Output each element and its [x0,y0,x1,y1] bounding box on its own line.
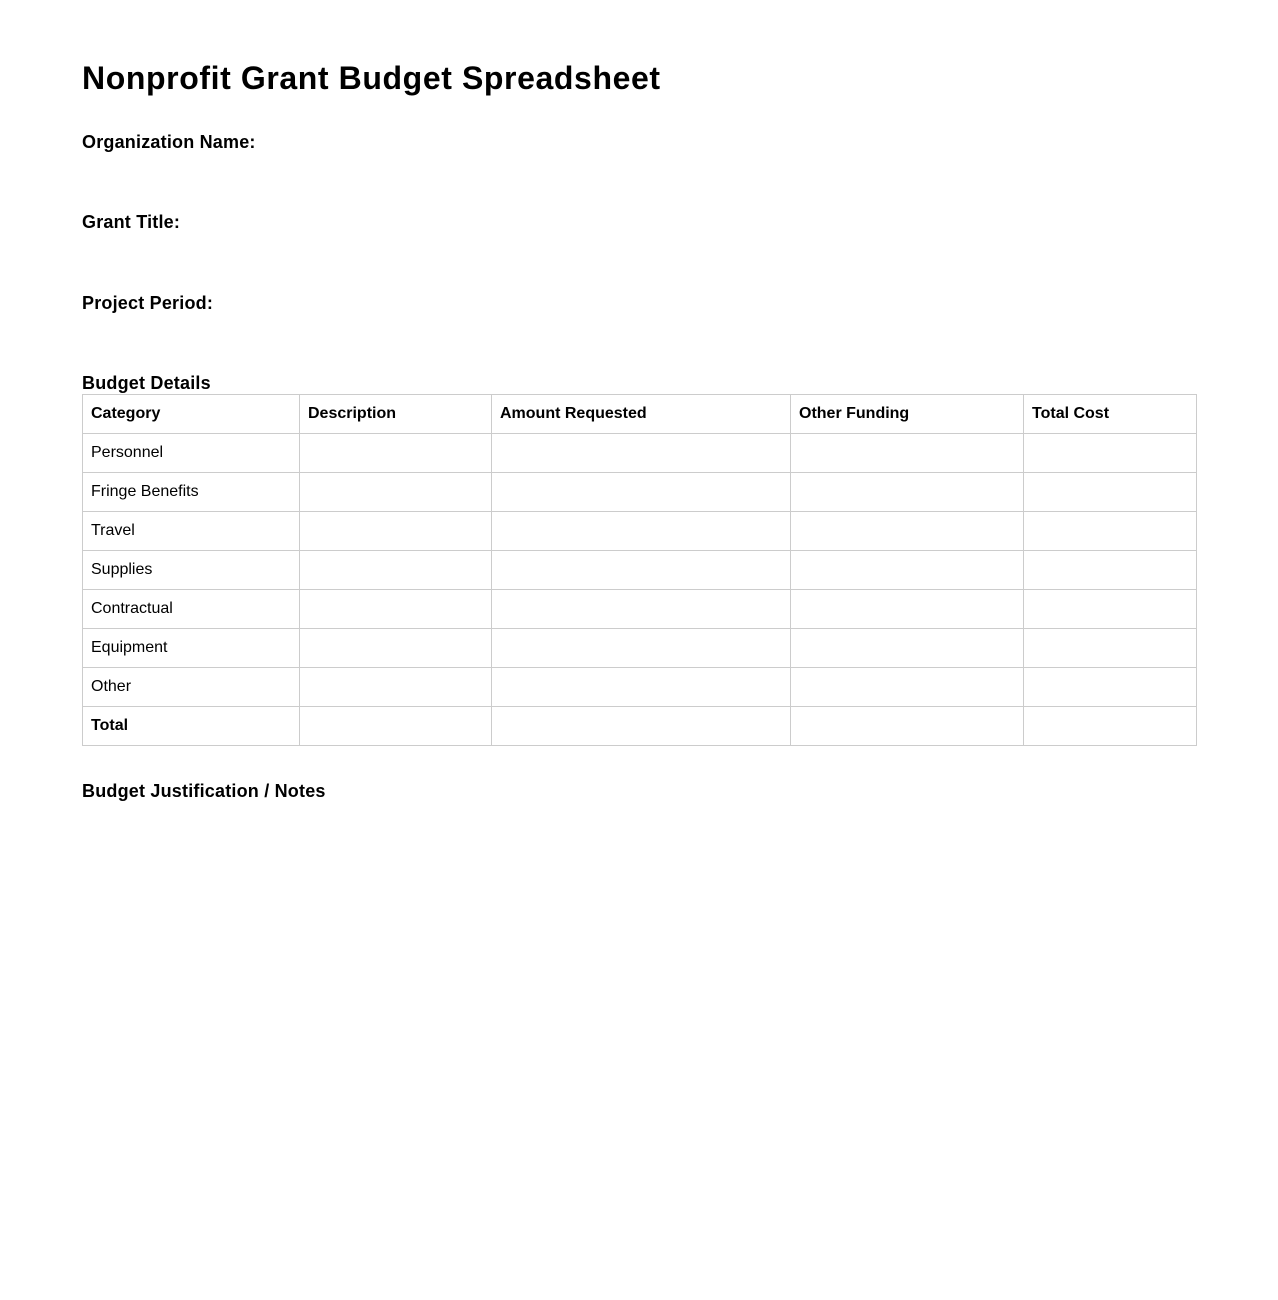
description-cell[interactable] [300,629,492,668]
column-header-category: Category [83,395,300,434]
description-cell[interactable] [300,434,492,473]
total-cost-cell[interactable] [1024,434,1197,473]
total-cost-cell[interactable] [1024,473,1197,512]
description-cell[interactable] [300,512,492,551]
amount-requested-cell[interactable] [492,512,791,551]
total-description-cell[interactable] [300,707,492,746]
description-cell[interactable] [300,590,492,629]
other-funding-cell[interactable] [791,434,1024,473]
table-row [83,551,1197,590]
budget-justification-heading: Budget Justification / Notes [82,781,326,801]
category-cell: Travel [83,512,300,551]
total-other-funding-cell[interactable] [791,707,1024,746]
category-cell: Contractual [83,590,300,629]
column-header-amount-requested: Amount Requested [492,395,791,434]
other-funding-cell[interactable] [791,668,1024,707]
category-cell: Supplies [83,551,300,590]
amount-requested-cell[interactable] [492,434,791,473]
other-funding-cell[interactable] [791,512,1024,551]
budget-table [82,394,1197,746]
amount-requested-cell[interactable] [492,551,791,590]
table-row [83,434,1197,473]
total-row [83,707,1197,746]
total-cost-cell[interactable] [1024,590,1197,629]
description-cell[interactable] [300,551,492,590]
other-funding-cell[interactable] [791,629,1024,668]
total-amount-requested-cell[interactable] [492,707,791,746]
amount-requested-cell[interactable] [492,629,791,668]
budget-details-heading: Budget Details [82,373,211,393]
category-cell: Fringe Benefits [83,473,300,512]
column-header-total-cost: Total Cost [1024,395,1197,434]
other-funding-cell[interactable] [791,473,1024,512]
total-cost-cell[interactable] [1024,668,1197,707]
description-cell[interactable] [300,473,492,512]
table-row [83,590,1197,629]
column-header-description: Description [300,395,492,434]
table-row [83,668,1197,707]
page-title: Nonprofit Grant Budget Spreadsheet [82,60,661,96]
category-cell: Personnel [83,434,300,473]
table-row [83,473,1197,512]
other-funding-cell[interactable] [791,590,1024,629]
amount-requested-cell[interactable] [492,590,791,629]
total-total-cost-cell[interactable] [1024,707,1197,746]
amount-requested-cell[interactable] [492,668,791,707]
grant-title-label: Grant Title: [82,212,181,232]
table-row [83,629,1197,668]
table-header-row [83,395,1197,434]
column-header-other-funding: Other Funding [791,395,1024,434]
amount-requested-cell[interactable] [492,473,791,512]
total-cost-cell[interactable] [1024,551,1197,590]
organization-name-label: Organization Name: [82,132,256,152]
total-label-cell: Total [83,707,300,746]
category-cell: Other [83,668,300,707]
other-funding-cell[interactable] [791,551,1024,590]
total-cost-cell[interactable] [1024,629,1197,668]
category-cell: Equipment [83,629,300,668]
description-cell[interactable] [300,668,492,707]
table-row [83,512,1197,551]
total-cost-cell[interactable] [1024,512,1197,551]
project-period-label: Project Period: [82,293,214,313]
